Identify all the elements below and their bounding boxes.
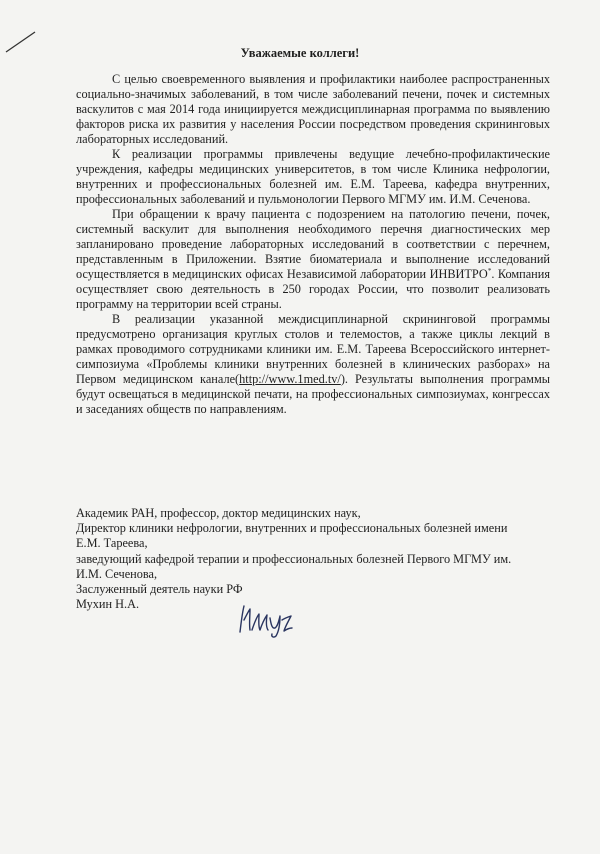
paragraph-1: С целью своевременного выявления и профилактики наиболее распространенных социально-значимых заболеваний, в том числе заболеваний печени, почек и системных васкулитов с мая 2014 года инициируется междисциплинарная программа по выявлению факторов риска их развития у населения России посредством проведения скрининговых лабораторных исследований. (76, 72, 550, 146)
signatory-honor-line: Заслуженный деятель науки РФ (76, 582, 243, 597)
paragraph-3-text-before: При обращении к врачу пациента с подозрением на патологию печени, почек, системный васкулит для выполнения необходимого перечня диагностических мер запланировано проведение лабораторных исследований в соответствии с перечнем, представленным в Приложении. Взятие биоматериала и выполнение исследований осуществляется в медицинских офисах Независимой лаборатории ИНВИТРО (76, 207, 550, 281)
signatory-position-line: Директор клиники нефрологии, внутренних и профессиональных болезней имени (76, 521, 508, 536)
paragraph-4 (76, 312, 550, 417)
signatory-title-line: Академик РАН, профессор, доктор медицинских наук, (76, 506, 361, 520)
signatory-position-line: Е.М. Тареева, (76, 536, 148, 551)
footnote-marker: * (487, 266, 492, 275)
paragraph-3-text-after: . Компания осуществляет свою деятельность в 250 городах России, что позволит реализовать программу на территории всей страны. (76, 267, 551, 311)
handwritten-signature (234, 600, 298, 640)
paragraph-4-text-before: В реализации указанной междисциплинарной скрининговой программы предусмотрено организация круглых столов и телемостов, а также циклы лекций в рамках проводимого сотрудниками клиники им. Е.М. Тареева Всероссийского интернет-симпозиума «Проблемы клиники внутренних болезней в клинических разборах» на Первом медицинском канале( (76, 312, 550, 386)
letter-body (76, 72, 550, 417)
signatory-position-line: И.М. Сеченова, (76, 566, 158, 581)
paragraph-4-text-after: ). Результаты выполнения программы будут освещаться в медицинской печати, на профессиональных симпозиумах, конгрессах и заседаниях обществ по направлениям. (76, 372, 550, 416)
signatory-position-line: заведующий кафедрой терапии и профессиональных болезней Первого МГМУ им. (76, 551, 512, 566)
paragraph-3 (76, 207, 550, 312)
greeting-heading: Уважаемые коллеги! (240, 46, 360, 60)
signatory-name: Мухин Н.А. (76, 597, 140, 612)
signature-block (76, 506, 550, 612)
website-link[interactable]: http://www.1med.tv/ (239, 372, 341, 386)
paragraph-2: К реализации программы привлечены ведущие лечебно-профилактические учреждения, кафедры медицинских университетов, в том числе Клиника нефрологии, внутренних и профессиональных болезней им. Е.М. Тареева, кафедра внутренних, профессиональных заболеваний и пульмонологии Первого МГМУ им. И.М. Сеченова. (76, 147, 550, 206)
